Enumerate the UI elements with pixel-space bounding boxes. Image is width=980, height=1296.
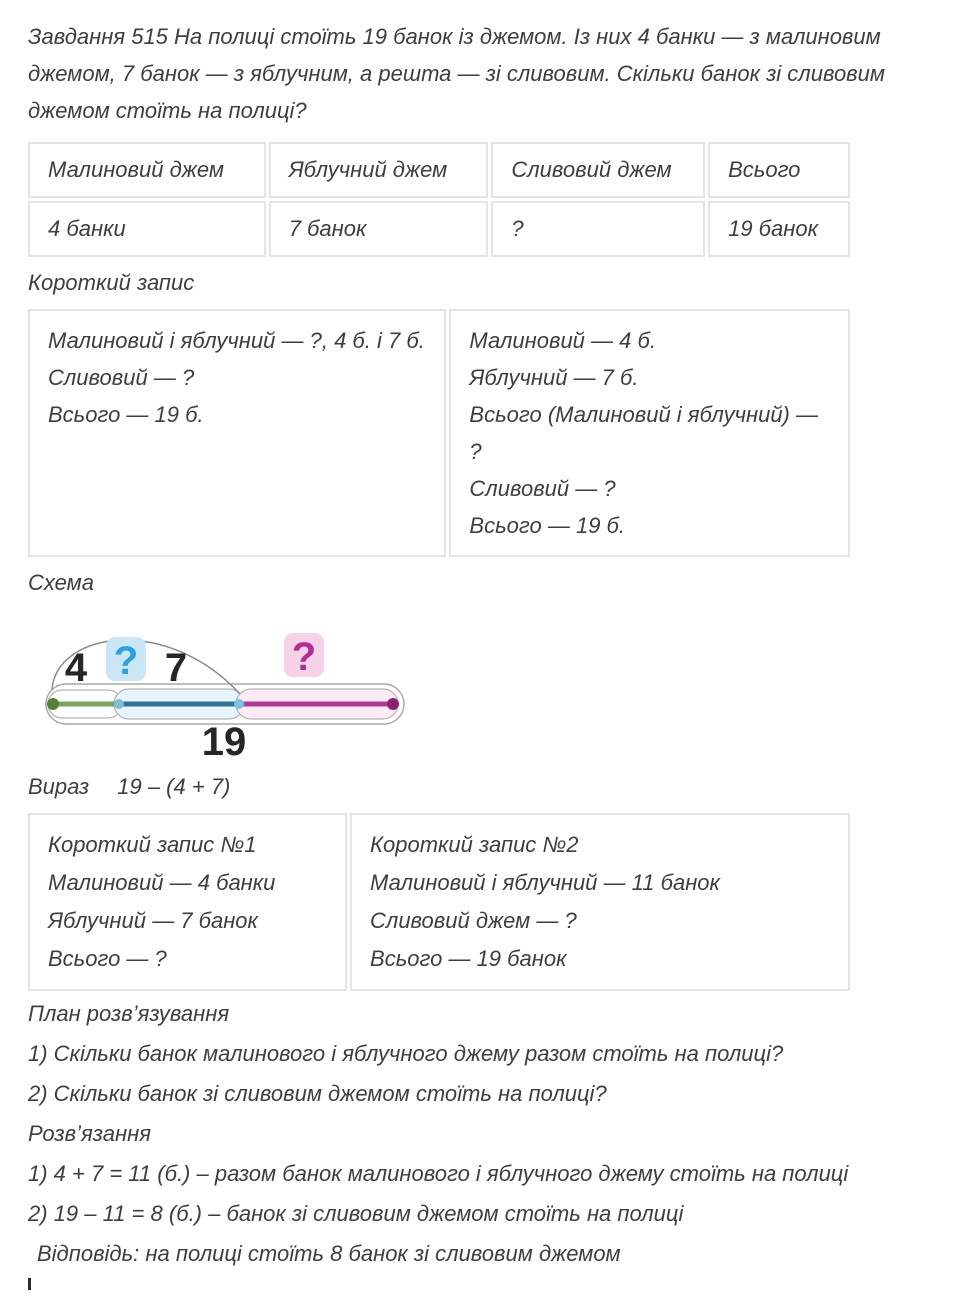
short-record-line: Короткий запис №2 bbox=[370, 832, 579, 857]
header-cell-plum: Сливовий джем bbox=[491, 142, 705, 198]
short-record-variant-b bbox=[449, 309, 850, 557]
short-record-line: Малиновий — 4 б. bbox=[469, 328, 656, 353]
short-record-1 bbox=[28, 813, 347, 991]
plum-question-mark: ? bbox=[291, 635, 317, 679]
short-record-2 bbox=[350, 813, 850, 991]
table-row bbox=[28, 309, 850, 557]
answer-line: Відповідь: на полиці стоїть 8 банок зі сливовим джемом bbox=[37, 1241, 621, 1266]
sum-question-mark: ? bbox=[113, 639, 139, 683]
header-cell-total: Всього bbox=[708, 142, 850, 198]
plan-item: 2) Скільки банок зі сливовим джемом стоїть на полиці? bbox=[28, 1081, 607, 1106]
short-record-table bbox=[25, 306, 853, 560]
junction-dot-2 bbox=[234, 699, 244, 709]
value-cell-apple: 7 банок bbox=[269, 201, 489, 257]
solution-step: 1) 4 + 7 = 11 (б.) – разом банок малинового і яблучного джему стоїть на полиці bbox=[28, 1161, 849, 1186]
text-cursor-artifact bbox=[28, 1278, 31, 1290]
table-row bbox=[28, 813, 850, 991]
solution-step: 2) 19 – 11 = 8 (б.) – банок зі сливовим джемом стоїть на полиці bbox=[28, 1201, 684, 1226]
right-end-dot bbox=[387, 698, 399, 710]
value-cell-plum: ? bbox=[491, 201, 705, 257]
total-value-label: 19 bbox=[201, 720, 247, 764]
table-header-row bbox=[28, 142, 850, 198]
expression-value: 19 – (4 + 7) bbox=[117, 774, 231, 799]
value-cell-total: 19 банок bbox=[708, 201, 850, 257]
segment2-value-label: 7 bbox=[164, 646, 188, 690]
short-record-line: Короткий запис №1 bbox=[48, 832, 257, 857]
short-record-line: Малиновий і яблучний — ?, 4 б. і 7 б. bbox=[48, 328, 425, 353]
segment1-value-label: 4 bbox=[64, 646, 88, 690]
jam-summary-table bbox=[25, 139, 853, 260]
value-cell-raspberry: 4 банки bbox=[28, 201, 266, 257]
short-record-line: Всього — 19 б. bbox=[469, 513, 626, 538]
plan-item: 1) Скільки банок малинового і яблучного джему разом стоїть на полиці? bbox=[28, 1041, 784, 1066]
table-value-row bbox=[28, 201, 850, 257]
math-task-page bbox=[28, 18, 952, 1290]
short-record-line: Малиновий — 4 банки bbox=[48, 870, 276, 895]
schema-diagram bbox=[34, 614, 434, 764]
short-record-line: Сливовий джем — ? bbox=[370, 908, 577, 933]
short-record-line: Малиновий і яблучний — 11 банок bbox=[370, 870, 720, 895]
solution-heading: Розв’язання bbox=[28, 1121, 151, 1146]
short-record-line: Яблучний — 7 б. bbox=[469, 365, 639, 390]
expression-label: Вираз bbox=[28, 774, 90, 799]
expression-line bbox=[28, 770, 952, 804]
plan-heading: План розв’язування bbox=[28, 1001, 230, 1026]
short-record-line: Сливовий — ? bbox=[48, 365, 195, 390]
schema-heading: Схема bbox=[28, 570, 94, 595]
problem-statement: Завдання 515 На полиці стоїть 19 банок із джемом. Із них 4 банки — з малиновим джемом, 7 банок — з яблучним, а решта — зі сливовим. Скільки банок зі сливовим джемом стоїть на полиці? bbox=[28, 24, 885, 123]
short-record-variant-a bbox=[28, 309, 446, 557]
short-record-heading: Короткий запис bbox=[28, 270, 195, 295]
solution-section bbox=[28, 996, 952, 1274]
left-end-dot bbox=[47, 698, 59, 710]
short-record-variants-table bbox=[25, 810, 853, 994]
short-record-line: Всього — 19 банок bbox=[370, 946, 567, 971]
short-record-line: Всього (Малиновий і яблучний) — ? bbox=[469, 402, 818, 464]
short-record-line: Всього — ? bbox=[48, 946, 167, 971]
short-record-line: Всього — 19 б. bbox=[48, 402, 204, 427]
short-record-line: Сливовий — ? bbox=[469, 476, 616, 501]
junction-dot-1 bbox=[114, 699, 124, 709]
short-record-line: Яблучний — 7 банок bbox=[48, 908, 258, 933]
header-cell-apple: Яблучний джем bbox=[269, 142, 489, 198]
header-cell-raspberry: Малиновий джем bbox=[28, 142, 266, 198]
